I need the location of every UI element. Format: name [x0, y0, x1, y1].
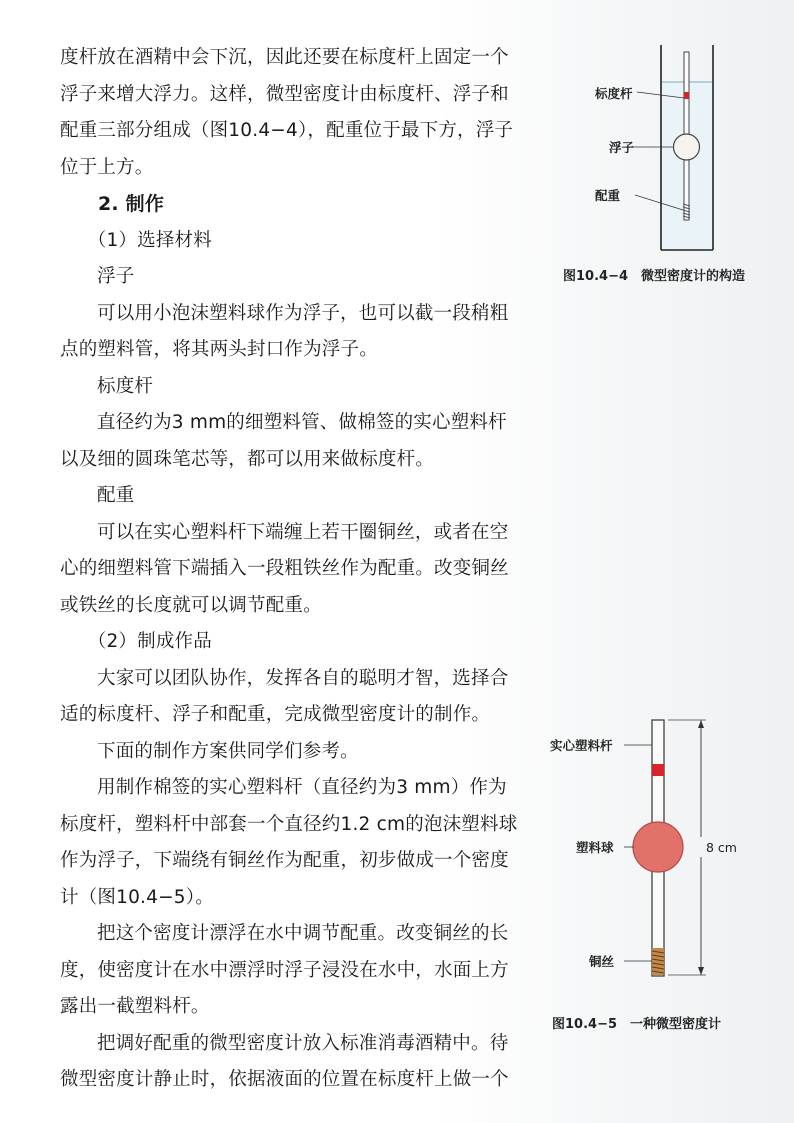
section-heading: 2. 制作: [98, 193, 165, 215]
paragraph: 用制作棉签的实心塑料杆（直径约为3 mm）作为标度杆，塑料杆中部套一个直径约1.2 cm的泡沫塑料球作为浮子，下端绕有铜丝作为配重，初步做成一个密度计（图10.4−5）。: [60, 777, 518, 908]
label-scale-rod: 标度杆: [595, 86, 633, 101]
figure-micro-density-meter: [548, 712, 748, 982]
scale-mark: [652, 764, 664, 776]
label-plastic-ball: 塑料球: [576, 840, 614, 855]
paragraph: 度杆放在酒精中会下沉，因此还要在标度杆上固定一个浮子来增大浮力。这样，微型密度计由标度杆、浮子和配重三部分组成（图10.4−4），配重位于最下方，浮子位于上方。: [60, 47, 514, 178]
body-text: [60, 40, 520, 1099]
material-label: 浮子: [97, 266, 135, 287]
label-weight: 配重: [595, 188, 621, 203]
paragraph: 可以在实心塑料杆下端缠上若干圈铜丝，或者在空心的细塑料管下端插入一段粗铁丝作为配重。改变铜丝或铁丝的长度就可以调节配重。: [60, 521, 509, 616]
plastic-ball: [633, 822, 683, 872]
paragraph: 直径约为3 mm的细塑料管、做棉签的实心塑料杆以及细的圆珠笔芯等，都可以用来做标度杆。: [60, 412, 507, 470]
paragraph: 大家可以团队协作，发挥各自的聪明才智，选择合适的标度杆、浮子和配重，完成微型密度计的制作。: [60, 667, 509, 725]
density-meter-diagram: [548, 712, 748, 982]
dimension-arrow-up: [698, 720, 704, 728]
figure-density-meter-structure: [585, 40, 755, 255]
dimension-label: 8 cm: [706, 840, 737, 855]
paragraph: 把这个密度计漂浮在水中调节配重。改变铜丝的长度，使密度计在水中漂浮时浮子浸没在水中，水面上方露出一截塑料杆。: [60, 923, 509, 1017]
figure-caption: 图10.4−5 一种微型密度计: [552, 1017, 722, 1032]
label-plastic-rod: 实心塑料杆: [550, 738, 613, 753]
subsection-heading: （2）制成作品: [87, 631, 212, 652]
float-ball: [674, 134, 700, 160]
material-label: 标度杆: [97, 375, 154, 397]
material-label: 配重: [97, 485, 135, 506]
structure-diagram: [585, 40, 755, 255]
figure-caption: 图10.4−4 微型密度计的构造: [563, 269, 746, 284]
label-copper-wire: 铜丝: [589, 954, 615, 969]
scale-mark: [684, 92, 689, 99]
dimension-arrow-down: [698, 967, 704, 975]
paragraph: 把调好配重的微型密度计放入标准消毒酒精中。待微型密度计静止时，依据液面的位置在标度杆上做一个: [60, 1032, 509, 1090]
paragraph: 可以用小泡沫塑料球作为浮子，也可以截一段稍粗点的塑料管，将其两头封口作为浮子。: [60, 302, 509, 360]
label-float: 浮子: [609, 140, 635, 155]
paragraph: 下面的制作方案供同学们参考。: [97, 740, 359, 762]
subsection-heading: （1）选择材料: [87, 229, 212, 251]
